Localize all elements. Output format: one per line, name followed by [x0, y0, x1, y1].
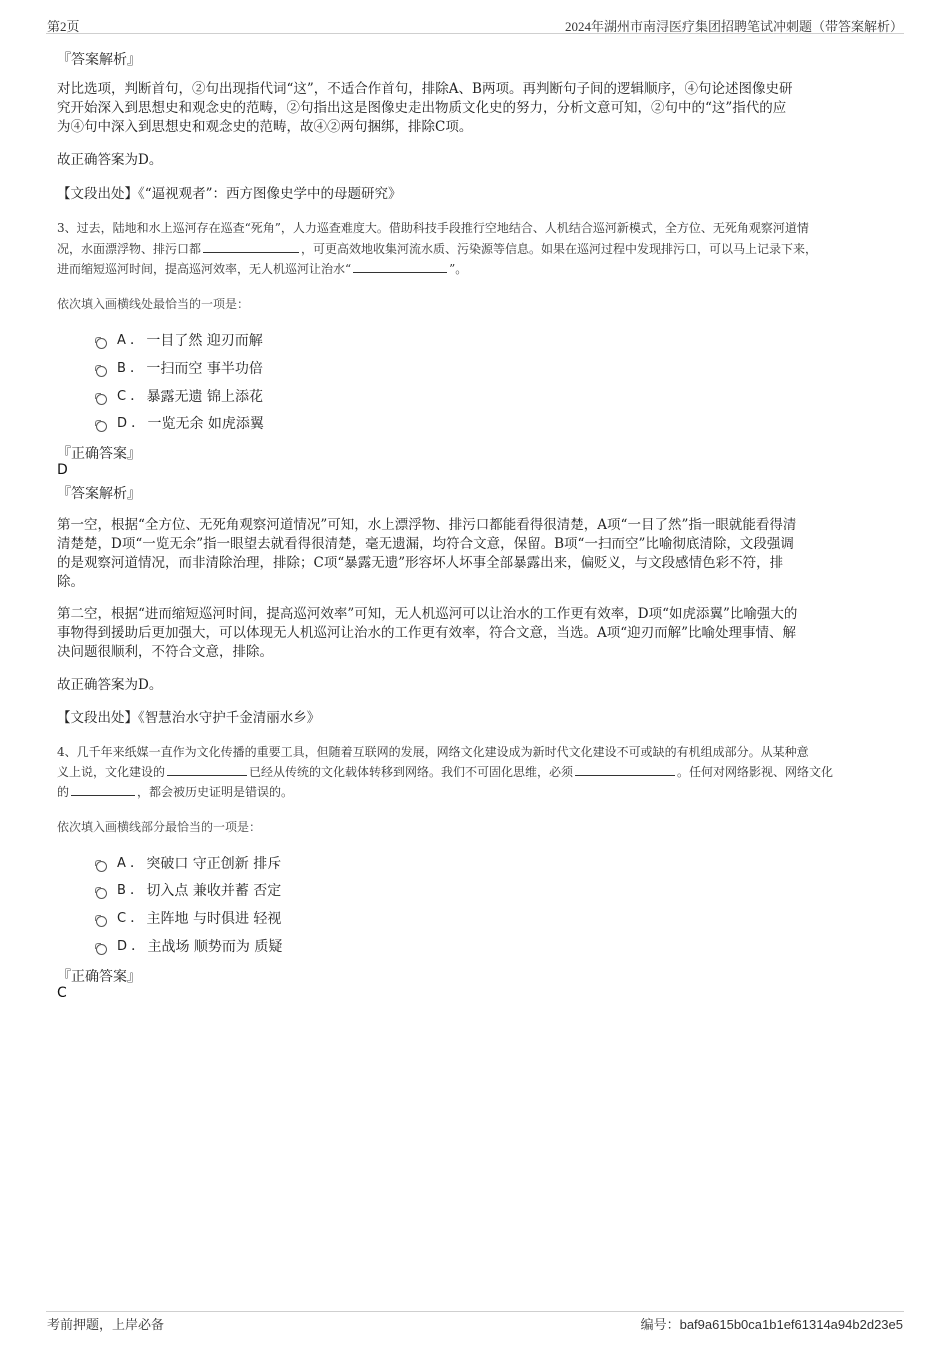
q4-stem-line-1: 4、几千年来纸媒一直作为文化传播的重要工具，但随着互联网的发展，网络文化建设成为新时代文化建设不可或缺的有机组成部分。从某种意 — [57, 745, 809, 759]
radio-icon[interactable] — [96, 916, 107, 927]
q2-analysis-line-2: 究开始深入到思想史和观念史的范畴，②句指出这是图像史走出物质文化史的努力，分析文意可知，②句中的“这”指代的应 — [57, 100, 787, 116]
q3-analysis-p2-line-2: 事物得到援助后更加强大，可以体现无人机巡河让治水的工作更有效率，符合文意，当选。A项“迎刃而解”比喻处理事情、解 — [57, 625, 797, 641]
q4-blank-2 — [575, 763, 675, 776]
q4-stem-text-3a: 的 — [57, 785, 70, 799]
footer-slogan: 考前押题，上岸必备 — [47, 1317, 165, 1332]
q4-correct-label: 『正确答案』 — [57, 969, 141, 985]
option-letter: B — [117, 360, 126, 376]
q4-stem-text-3b: ，都会被历史证明是错误的。 — [137, 785, 294, 799]
q4-blank-1 — [167, 763, 247, 776]
radio-icon[interactable] — [96, 421, 107, 432]
q2-conclusion: 故正确答案为D。 — [57, 152, 163, 168]
q3-analysis-p2-line-1: 第二空，根据“进而缩短巡河时间，提高巡河效率”可知，无人机巡河可以让治水的工作更有效率，D项“如虎添翼”比喻强大的 — [57, 606, 798, 622]
q3-blank-2 — [353, 260, 447, 273]
q3-option-a[interactable]: A . 一目了然 迎刃而解 — [96, 330, 263, 350]
q3-stem-line-2 — [57, 239, 817, 260]
q3-analysis-label: 『答案解析』 — [57, 486, 141, 502]
q3-analysis-p1-line-2: 清楚楚，D项“一览无余”指一眼望去就看得很清楚，毫无遗漏，均符合文意，保留。B项“一扫而空”比喻彻底清除，文段强调 — [57, 536, 794, 552]
q3-correct-answer: D — [57, 462, 68, 478]
q3-option-d[interactable]: D . 一览无余 如虎添翼 — [96, 413, 264, 433]
footer-divider — [46, 1311, 904, 1312]
q4-correct-answer: C — [57, 985, 67, 1001]
radio-icon[interactable] — [96, 888, 107, 899]
radio-icon[interactable] — [96, 861, 107, 872]
q3-stem-text-2a: 况，水面漂浮物、排污口都 — [57, 242, 202, 256]
q4-option-c[interactable]: C . 主阵地 与时俱进 轻视 — [96, 908, 281, 928]
q3-prompt: 依次填入画横线处最恰当的一项是： — [57, 297, 250, 311]
option-text: 一扫而空 事半功倍 — [146, 361, 263, 377]
option-text: 突破口 守正创新 排斥 — [146, 856, 282, 872]
option-letter: A — [117, 332, 126, 348]
q3-stem-text-3a: 进而缩短巡河时间，提高巡河效率，无人机巡河让治水“ — [57, 262, 352, 276]
q3-conclusion: 故正确答案为D。 — [57, 677, 163, 693]
q3-stem-text-2b: ，可更高效地收集河流水质、污染源等信息。如果在巡河过程中发现排污口，可以马上记录下来， — [301, 242, 818, 256]
page-number: 第2页 — [47, 19, 80, 34]
option-text: 切入点 兼收并蓄 否定 — [146, 883, 282, 899]
q3-analysis-p1-line-4: 除。 — [57, 574, 84, 590]
q3-option-c[interactable]: C . 暴露无遗 锦上添花 — [96, 386, 263, 406]
q4-option-d[interactable]: D . 主战场 顺势而为 质疑 — [96, 936, 282, 956]
q4-prompt: 依次填入画横线部分最恰当的一项是： — [57, 820, 262, 834]
q2-analysis-line-3: 为④句中深入到思想史和观念史的范畴，故④②两句捆绑，排除C项。 — [57, 119, 473, 135]
q4-stem-text-2c: 。任何对网络影视、网络文化 — [677, 765, 834, 779]
q3-blank-1 — [203, 240, 299, 253]
radio-icon[interactable] — [96, 366, 107, 377]
option-letter: A — [117, 855, 126, 871]
q2-source: 【文段出处】《“逼视观者”：西方图像史学中的母题研究》 — [57, 186, 402, 202]
q3-analysis-p1-line-1: 第一空，根据“全方位、无死角观察河道情况”可知，水上漂浮物、排污口都能看得很清楚，A项“一目了然”指一眼就能看得清 — [57, 517, 797, 533]
q4-blank-3 — [71, 783, 135, 796]
radio-icon[interactable] — [96, 944, 107, 955]
q2-analysis-label: 『答案解析』 — [57, 52, 141, 68]
q3-stem-line-1: 3、过去，陆地和水上巡河存在巡查“死角”，人力巡查难度大。借助科技手段推行空地结合、人机结合巡河新模式，全方位、无死角观察河道情 — [57, 221, 809, 235]
option-text: 一目了然 迎刃而解 — [146, 333, 263, 349]
option-letter: D — [117, 415, 128, 431]
q3-option-b[interactable]: B . 一扫而空 事半功倍 — [96, 358, 263, 378]
option-letter: D — [117, 938, 128, 954]
q4-option-b[interactable]: B . 切入点 兼收并蓄 否定 — [96, 880, 281, 900]
option-letter: C — [117, 910, 127, 926]
header-divider — [46, 33, 904, 34]
option-letter: B — [117, 882, 126, 898]
q4-stem-line-3 — [57, 782, 293, 803]
option-text: 主阵地 与时俱进 轻视 — [146, 911, 282, 927]
q4-stem-line-2 — [57, 762, 833, 783]
footer-code-value: baf9a615b0ca1b1ef61314a94b2d23e5 — [679, 1317, 903, 1332]
q4-stem-text-2b: 已经从传统的文化载体转移到网络。我们不可固化思维，必须 — [249, 765, 574, 779]
q3-source: 【文段出处】《智慧治水守护千金清丽水乡》 — [57, 710, 321, 726]
document-title: 2024年湖州市南浔医疗集团招聘笔试冲刺题（带答案解析） — [564, 19, 903, 34]
q4-option-a[interactable]: A . 突破口 守正创新 排斥 — [96, 853, 281, 873]
q3-correct-label: 『正确答案』 — [57, 446, 141, 462]
q3-analysis-p2-line-3: 决问题很顺利，不符合文意，排除。 — [57, 644, 273, 660]
option-text: 暴露无遗 锦上添花 — [146, 389, 263, 405]
q3-stem-line-3 — [57, 259, 467, 280]
footer-code-label: 编号： — [640, 1317, 680, 1332]
q4-stem-text-2a: 义上说，文化建设的 — [57, 765, 166, 779]
option-text: 主战场 顺势而为 质疑 — [147, 939, 283, 955]
footer-code — [641, 1314, 903, 1333]
radio-icon[interactable] — [96, 338, 107, 349]
radio-icon[interactable] — [96, 394, 107, 405]
option-letter: C — [117, 388, 127, 404]
q2-analysis-line-1: 对比选项，判断首句，②句出现指代词“这”，不适合作首句，排除A、B两项。再判断句子间的逻辑顺序，④句论述图像史研 — [57, 81, 793, 97]
q3-stem-text-3b: ”。 — [449, 262, 468, 276]
option-text: 一览无余 如虎添翼 — [147, 416, 264, 432]
q3-analysis-p1-line-3: 的是观察河道情况，而非清除治理，排除；C项“暴露无遗”形容坏人坏事全部暴露出来，偏贬义，与文段感情色彩不符，排 — [57, 555, 784, 571]
